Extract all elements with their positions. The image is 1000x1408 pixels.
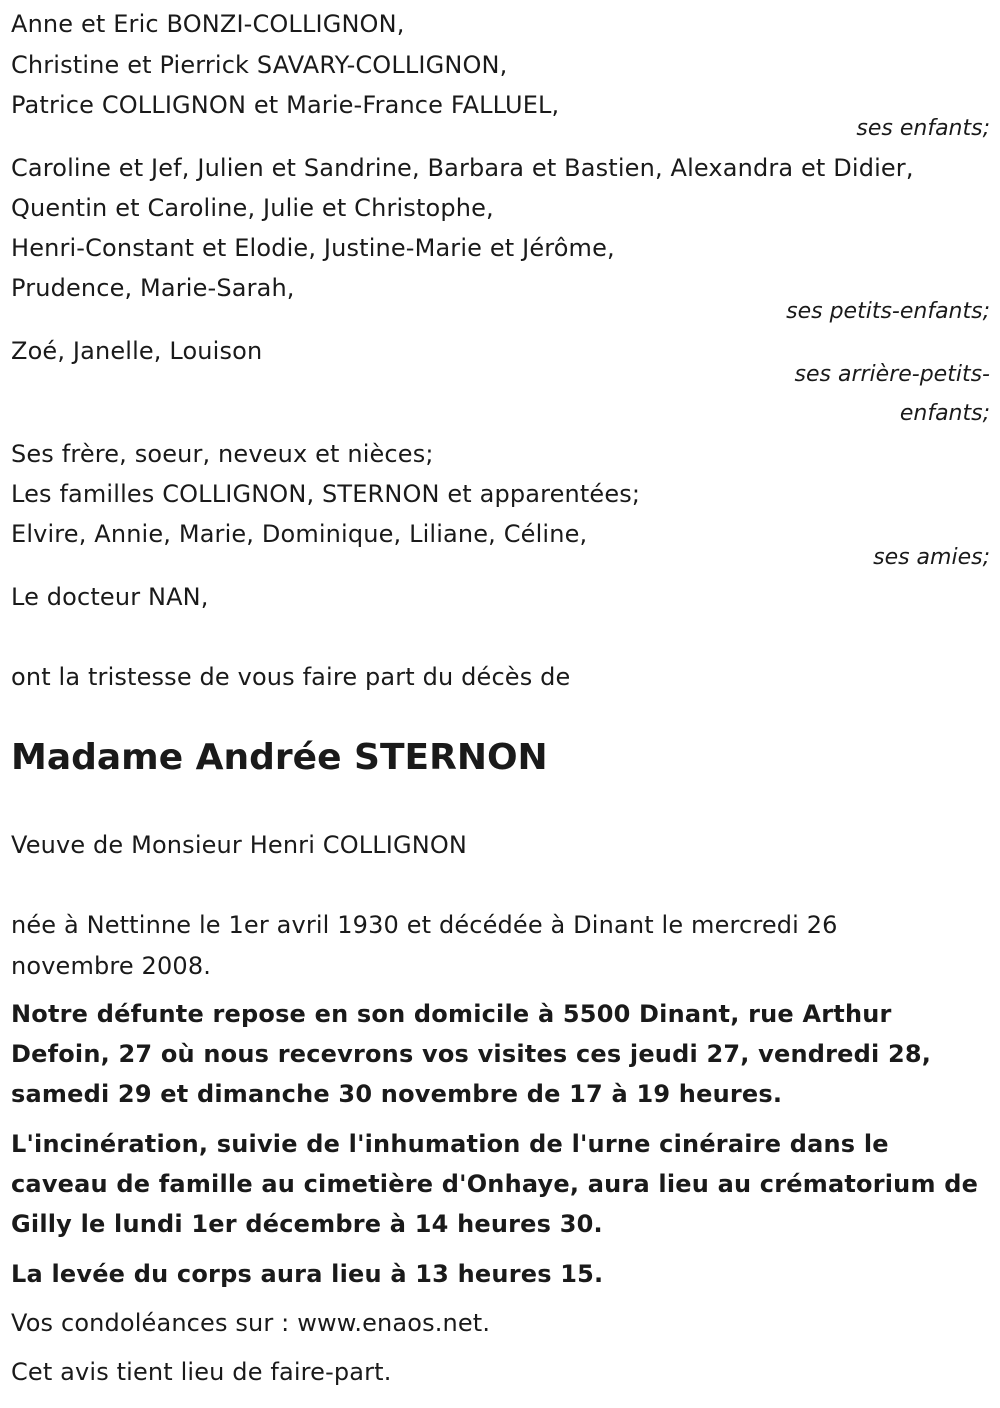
grandchildren-line-4: Prudence, Marie-Sarah,: [11, 274, 295, 302]
grandchildren-role: ses petits-enfants;: [786, 299, 990, 324]
condolences-line: Vos condoléances sur : www.enaos.net.: [11, 1309, 491, 1337]
doctor-line: Le docteur NAN,: [11, 583, 209, 611]
friends-role: ses amies;: [873, 545, 990, 570]
children-role: ses enfants;: [856, 116, 990, 141]
great-grandchildren-role-1: ses arrière-petits-: [794, 362, 990, 387]
cremation-line-2: caveau de famille au cimetière d'Onhaye, aura lieu au crématorium de: [11, 1170, 979, 1198]
birth-death-line-1: née à Nettinne le 1er avril 1930 et décédée à Dinant le mercredi 26: [11, 911, 838, 939]
widow-of-line: Veuve de Monsieur Henri COLLIGNON: [11, 831, 468, 859]
birth-death-line-2: novembre 2008.: [11, 952, 212, 980]
great-grandchildren-role-2: enfants;: [899, 401, 990, 426]
notice-line: Cet avis tient lieu de faire-part.: [11, 1358, 392, 1386]
children-line-2: Christine et Pierrick SAVARY-COLLIGNON,: [11, 51, 508, 79]
grandchildren-line-1: Caroline et Jef, Julien et Sandrine, Barbara et Bastien, Alexandra et Didier,: [11, 154, 914, 182]
grandchildren-line-3: Henri-Constant et Elodie, Justine-Marie et Jérôme,: [11, 234, 615, 262]
deceased-name: Madame Andrée STERNON: [11, 737, 548, 778]
announcement-line: ont la tristesse de vous faire part du décès de: [11, 663, 571, 691]
children-line-1: Anne et Eric BONZI-COLLIGNON,: [11, 10, 405, 38]
repose-line-2: Defoin, 27 où nous recevrons vos visites ces jeudi 27, vendredi 28,: [11, 1040, 932, 1068]
family-line-2: Les familles COLLIGNON, STERNON et apparentées;: [11, 480, 641, 508]
children-line-3: Patrice COLLIGNON et Marie-France FALLUEL,: [11, 91, 560, 119]
family-line-1: Ses frère, soeur, neveux et nièces;: [11, 440, 434, 468]
repose-line-1: Notre défunte repose en son domicile à 5500 Dinant, rue Arthur: [11, 1000, 892, 1028]
grandchildren-line-2: Quentin et Caroline, Julie et Christophe,: [11, 194, 494, 222]
great-grandchildren-line: Zoé, Janelle, Louison: [11, 337, 263, 365]
cremation-line-1: L'incinération, suivie de l'inhumation de l'urne cinéraire dans le: [11, 1130, 889, 1158]
levee-line: La levée du corps aura lieu à 13 heures 15.: [11, 1260, 604, 1288]
cremation-line-3: Gilly le lundi 1er décembre à 14 heures 30.: [11, 1210, 603, 1238]
repose-line-3: samedi 29 et dimanche 30 novembre de 17 à 19 heures.: [11, 1080, 783, 1108]
family-line-3: Elvire, Annie, Marie, Dominique, Liliane, Céline,: [11, 520, 588, 548]
